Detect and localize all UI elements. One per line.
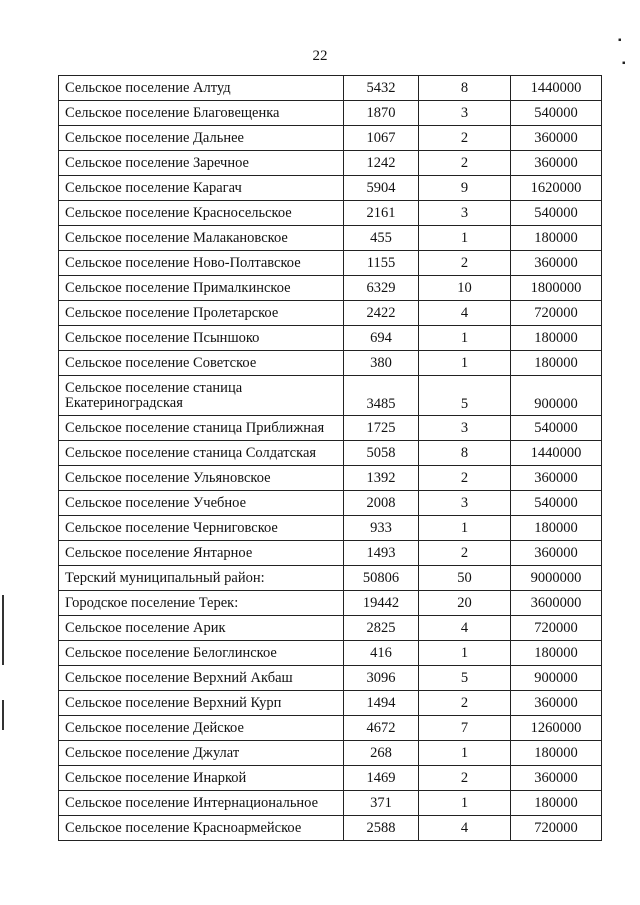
amount-cell: 360000 <box>511 691 602 716</box>
settlement-name-cell: Сельское поселение Ново-Полтавское <box>59 251 344 276</box>
population-cell: 4672 <box>344 716 419 741</box>
count-cell: 1 <box>419 226 511 251</box>
count-cell: 8 <box>419 441 511 466</box>
count-cell: 8 <box>419 76 511 101</box>
settlement-name-cell: Сельское поселение Интернациональное <box>59 791 344 816</box>
population-cell: 5432 <box>344 76 419 101</box>
settlement-name-cell: Сельское поселение Арик <box>59 616 344 641</box>
page-number: 22 <box>312 48 328 64</box>
count-cell: 2 <box>419 766 511 791</box>
count-cell: 1 <box>419 516 511 541</box>
settlement-name-cell: Сельское поселение Инаркой <box>59 766 344 791</box>
count-cell: 4 <box>419 816 511 841</box>
settlement-name-cell: Терский муниципальный район: <box>59 566 344 591</box>
amount-cell: 1260000 <box>511 716 602 741</box>
population-cell: 2422 <box>344 301 419 326</box>
table-row <box>59 466 602 491</box>
population-cell: 1725 <box>344 416 419 441</box>
scan-speck: ▪ <box>622 58 626 69</box>
table-row <box>59 541 602 566</box>
table-row <box>59 491 602 516</box>
table-row <box>59 741 602 766</box>
settlement-name-cell: Городское поселение Терек: <box>59 591 344 616</box>
table-row <box>59 151 602 176</box>
amount-cell: 360000 <box>511 766 602 791</box>
settlement-name-cell: Сельское поселение Ульяновское <box>59 466 344 491</box>
settlement-name-cell: Сельское поселение станица Екатериноградская <box>59 376 344 416</box>
amount-cell: 360000 <box>511 466 602 491</box>
population-cell: 1067 <box>344 126 419 151</box>
count-cell: 2 <box>419 151 511 176</box>
amount-cell: 540000 <box>511 101 602 126</box>
scan-edge-mark <box>2 595 4 665</box>
amount-cell: 1620000 <box>511 176 602 201</box>
table-row <box>59 616 602 641</box>
count-cell: 4 <box>419 301 511 326</box>
settlement-name-cell: Сельское поселение станица Солдатская <box>59 441 344 466</box>
count-cell: 4 <box>419 616 511 641</box>
count-cell: 2 <box>419 251 511 276</box>
amount-cell: 360000 <box>511 541 602 566</box>
table-row <box>59 791 602 816</box>
table-row <box>59 816 602 841</box>
table-row <box>59 766 602 791</box>
settlement-name-cell: Сельское поселение станица Приближная <box>59 416 344 441</box>
population-cell: 2161 <box>344 201 419 226</box>
amount-cell: 900000 <box>511 666 602 691</box>
amount-cell: 360000 <box>511 126 602 151</box>
population-cell: 1392 <box>344 466 419 491</box>
count-cell: 7 <box>419 716 511 741</box>
amount-cell: 360000 <box>511 251 602 276</box>
population-cell: 268 <box>344 741 419 766</box>
settlement-name-cell: Сельское поселение Пролетарское <box>59 301 344 326</box>
settlement-name-cell: Сельское поселение Прималкинское <box>59 276 344 301</box>
count-cell: 3 <box>419 416 511 441</box>
settlement-name-cell: Сельское поселение Благовещенка <box>59 101 344 126</box>
settlement-name-cell: Сельское поселение Алтуд <box>59 76 344 101</box>
table-row <box>59 201 602 226</box>
table-row <box>59 691 602 716</box>
amount-cell: 1440000 <box>511 76 602 101</box>
amount-cell: 540000 <box>511 416 602 441</box>
table-row <box>59 326 602 351</box>
settlement-name-cell: Сельское поселение Учебное <box>59 491 344 516</box>
population-cell: 1870 <box>344 101 419 126</box>
population-cell: 1155 <box>344 251 419 276</box>
table-row <box>59 376 602 416</box>
population-cell: 371 <box>344 791 419 816</box>
settlement-name-cell: Сельское поселение Белоглинское <box>59 641 344 666</box>
count-cell: 3 <box>419 201 511 226</box>
count-cell: 1 <box>419 741 511 766</box>
amount-cell: 720000 <box>511 616 602 641</box>
table-row <box>59 226 602 251</box>
amount-cell: 1440000 <box>511 441 602 466</box>
count-cell: 2 <box>419 541 511 566</box>
settlement-name-cell: Сельское поселение Дейское <box>59 716 344 741</box>
amount-cell: 3600000 <box>511 591 602 616</box>
table-row <box>59 126 602 151</box>
settlement-name-cell: Сельское поселение Верхний Акбаш <box>59 666 344 691</box>
count-cell: 2 <box>419 691 511 716</box>
count-cell: 2 <box>419 126 511 151</box>
count-cell: 3 <box>419 491 511 516</box>
amount-cell: 360000 <box>511 151 602 176</box>
table-row <box>59 416 602 441</box>
population-cell: 2008 <box>344 491 419 516</box>
table-row <box>59 176 602 201</box>
settlement-name-cell: Сельское поселение Джулат <box>59 741 344 766</box>
amount-cell: 1800000 <box>511 276 602 301</box>
count-cell: 1 <box>419 641 511 666</box>
population-cell: 416 <box>344 641 419 666</box>
amount-cell: 180000 <box>511 326 602 351</box>
settlement-name-cell: Сельское поселение Заречное <box>59 151 344 176</box>
amount-cell: 180000 <box>511 226 602 251</box>
population-cell: 3485 <box>344 376 419 416</box>
settlement-name-cell: Сельское поселение Карагач <box>59 176 344 201</box>
amount-cell: 180000 <box>511 516 602 541</box>
table-row <box>59 641 602 666</box>
count-cell: 1 <box>419 791 511 816</box>
table-row <box>59 76 602 101</box>
table-row <box>59 591 602 616</box>
table-row <box>59 441 602 466</box>
population-cell: 2588 <box>344 816 419 841</box>
settlement-name-cell: Сельское поселение Дальнее <box>59 126 344 151</box>
table-row <box>59 276 602 301</box>
table-row <box>59 716 602 741</box>
settlement-name-cell: Сельское поселение Красносельское <box>59 201 344 226</box>
count-cell: 5 <box>419 666 511 691</box>
table-body <box>59 76 602 841</box>
count-cell: 9 <box>419 176 511 201</box>
table-row <box>59 301 602 326</box>
population-cell: 5058 <box>344 441 419 466</box>
scan-speck: ▪ <box>618 35 622 46</box>
count-cell: 2 <box>419 466 511 491</box>
population-cell: 2825 <box>344 616 419 641</box>
population-cell: 6329 <box>344 276 419 301</box>
population-cell: 50806 <box>344 566 419 591</box>
table-row <box>59 351 602 376</box>
count-cell: 1 <box>419 326 511 351</box>
table-row <box>59 666 602 691</box>
settlement-name-cell: Сельское поселение Псыншоко <box>59 326 344 351</box>
population-cell: 1493 <box>344 541 419 566</box>
count-cell: 10 <box>419 276 511 301</box>
population-cell: 1469 <box>344 766 419 791</box>
amount-cell: 720000 <box>511 816 602 841</box>
population-cell: 3096 <box>344 666 419 691</box>
table-row <box>59 516 602 541</box>
count-cell: 20 <box>419 591 511 616</box>
amount-cell: 720000 <box>511 301 602 326</box>
settlement-name-cell: Сельское поселение Янтарное <box>59 541 344 566</box>
table-row <box>59 566 602 591</box>
count-cell: 5 <box>419 376 511 416</box>
amount-cell: 9000000 <box>511 566 602 591</box>
table-row <box>59 251 602 276</box>
amount-cell: 900000 <box>511 376 602 416</box>
population-cell: 1494 <box>344 691 419 716</box>
settlement-name-cell: Сельское поселение Черниговское <box>59 516 344 541</box>
allocation-table <box>58 75 602 841</box>
table-row <box>59 101 602 126</box>
settlement-name-cell: Сельское поселение Советское <box>59 351 344 376</box>
population-cell: 380 <box>344 351 419 376</box>
population-cell: 19442 <box>344 591 419 616</box>
amount-cell: 540000 <box>511 491 602 516</box>
population-cell: 455 <box>344 226 419 251</box>
settlement-name-cell: Сельское поселение Верхний Курп <box>59 691 344 716</box>
amount-cell: 180000 <box>511 741 602 766</box>
population-cell: 5904 <box>344 176 419 201</box>
amount-cell: 180000 <box>511 351 602 376</box>
population-cell: 1242 <box>344 151 419 176</box>
population-cell: 694 <box>344 326 419 351</box>
amount-cell: 180000 <box>511 641 602 666</box>
amount-cell: 540000 <box>511 201 602 226</box>
amount-cell: 180000 <box>511 791 602 816</box>
population-cell: 933 <box>344 516 419 541</box>
scan-edge-mark <box>2 700 4 730</box>
count-cell: 3 <box>419 101 511 126</box>
count-cell: 50 <box>419 566 511 591</box>
settlement-name-cell: Сельское поселение Малакановское <box>59 226 344 251</box>
settlement-name-cell: Сельское поселение Красноармейское <box>59 816 344 841</box>
count-cell: 1 <box>419 351 511 376</box>
